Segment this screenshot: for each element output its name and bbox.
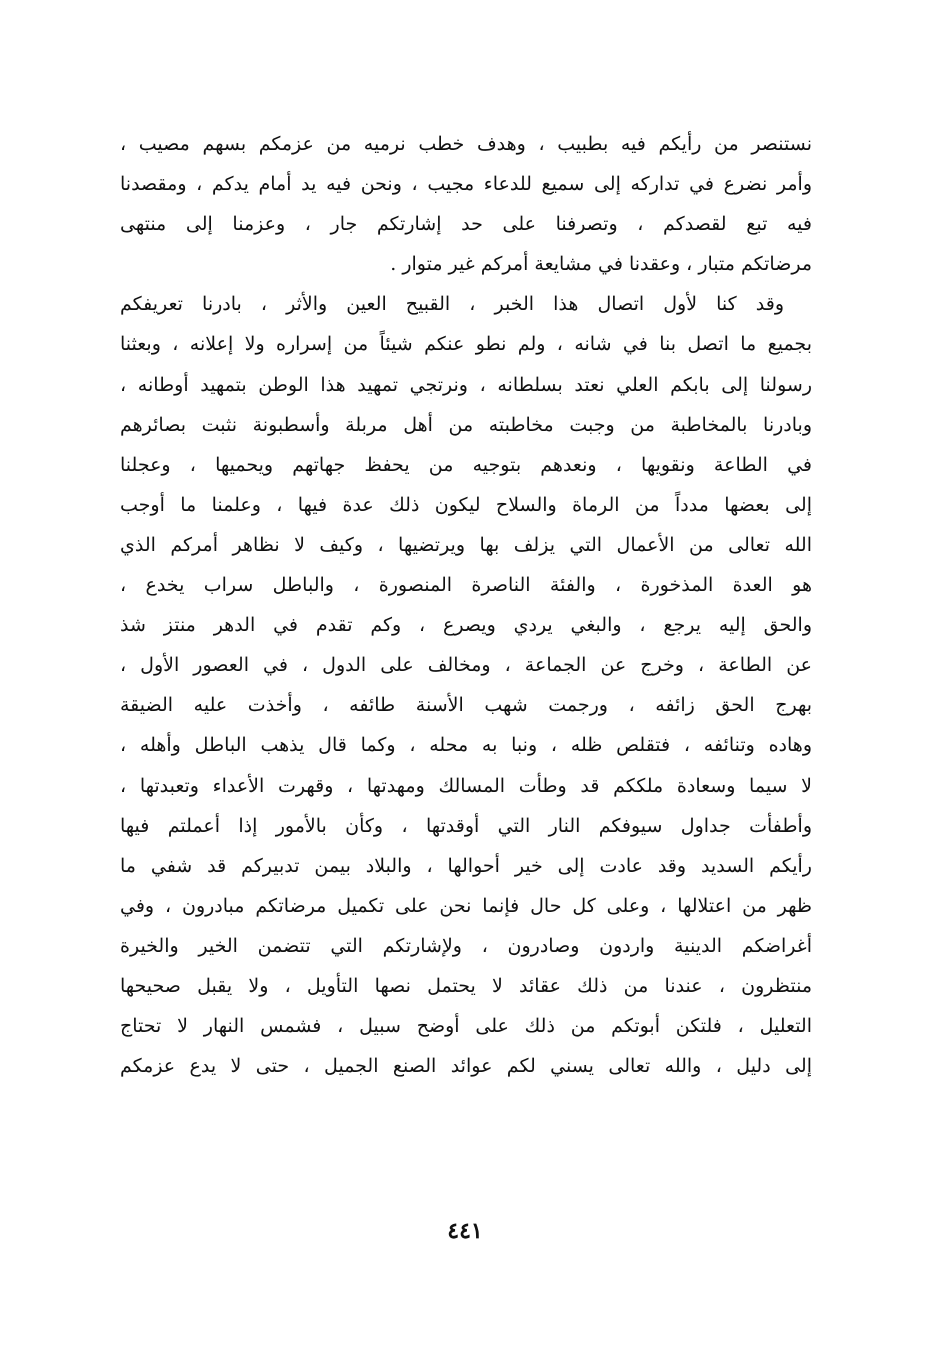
text-line: وقد كنا لأول اتصال هذا الخبر ، القبيح العين والأثر ، بادرنا تعريفكم bbox=[120, 293, 784, 316]
text-line: لا سيما وسعادة ملككم قد وطأت المسالك ومهدتها ، وقهرت الأعداء وتعبدتها ، bbox=[120, 774, 812, 797]
text-line: نستنصر من رأيكم فيه بطبيب ، وهدف خطب نرميه من عزمكم بسهم مصيب ، bbox=[120, 133, 812, 155]
text-line: في الطاعة ونقويها ، ونعدهم بتوجيه من يحفظ جهاتهم ويحميها ، وعجلنا bbox=[120, 453, 812, 476]
text-line: فيه تبع لقصدكم ، وتصرفنا على حد إشارتكم جار ، وعزمنا إلى منتهى bbox=[120, 213, 812, 236]
text-line: الله تعالى من الأعمال التي يزلف بها ويرتضيها ، وكيف لا نظاهر أمركم الذي bbox=[120, 533, 812, 556]
text-line: منتظرون ، عندنا من ذلك عقائد لا يحتمل نصها التأويل ، ولا يقبل صحيحها bbox=[120, 974, 812, 997]
text-line: بهرج الحق زائفه ، ورجمت شهب الأسنة طائفه ، وأخذت عليه الضيقة bbox=[120, 694, 812, 717]
text-line: بجميع ما اتصل بنا في شانه ، ولم نطو عنكم شيئاً من إسراره ولا إعلانه ، وبعثنا bbox=[120, 333, 812, 356]
text-line: إلى دليل ، والله تعالى يسني لكم عوائد الصنع الجميل ، حتى لا يدع عزمكم bbox=[120, 1055, 812, 1078]
text-line: رسولنا إلى بابكم العلي نعتد بسلطانه ، ونرتجي تمهيد هذا الوطن بتمهيد أوطانه ، bbox=[120, 373, 812, 396]
text-line: أغراضكم الدينية واردون وصادرون ، ولإشارتكم التي تتضمن الخير والخيرة bbox=[120, 934, 812, 957]
text-line: ظهر من اعتلالها ، وعلى كل حال فإنما نحن على تكميل مرضاتكم مبادرون ، وفي bbox=[120, 894, 812, 917]
body-text bbox=[120, 124, 812, 1086]
text-line: وهاده وتنائفه ، فتقلص ظله ، ونبا به محله ، وكما قال يذهب الباطل وأهله ، bbox=[120, 734, 812, 757]
text-line: وأمر نضرع في تداركه إلى سميع للدعاء مجيب ، ونحن فيه يد أمام يدكم ، ومقصدنا bbox=[120, 173, 812, 196]
text-line: وأطفأت جداول سيوفكم النار التي أوقدتها ، وكأن بالأمور إذا أعملتم فيها bbox=[120, 814, 812, 837]
text-line: والحق إليه يرجع ، والبغي يردي ويصرع ، وكم تقدم في الدهر منتز شذ bbox=[120, 614, 812, 637]
page-number: ٤٤١ bbox=[447, 1218, 483, 1244]
text-line: التعليل ، فلتكن أبوتكم من ذلك على أوضح سبيل ، فشمس النهار لا تحتاج bbox=[120, 1015, 812, 1038]
text-line: عن الطاعة ، وخرج عن الجماعة ، ومخالف على الدول ، في العصور الأول ، bbox=[120, 654, 812, 677]
text-line: رأيكم السديد وقد عادت إلى خير أحوالها ، والبلاد بيمن تدبيركم قد شفي ما bbox=[120, 854, 812, 877]
text-line: هو العدة المذخورة ، والفئة الناصرة المنصورة ، والباطل سراب يخدع ، bbox=[120, 574, 812, 597]
text-line: مرضاتكم متبار ، وعقدنا في مشايعة أمركم غير متوار . bbox=[390, 253, 812, 276]
text-line: وبادرنا بالمخاطبة من وجبت مخاطبته من أهل مربلة وأسطبونة نثبت بصائرهم bbox=[120, 413, 812, 436]
text-line: إلى بعضها مدداً من الرماة والسلاح ليكون ذلك عدة فيها ، وعلمنا ما أوجب bbox=[120, 493, 812, 516]
